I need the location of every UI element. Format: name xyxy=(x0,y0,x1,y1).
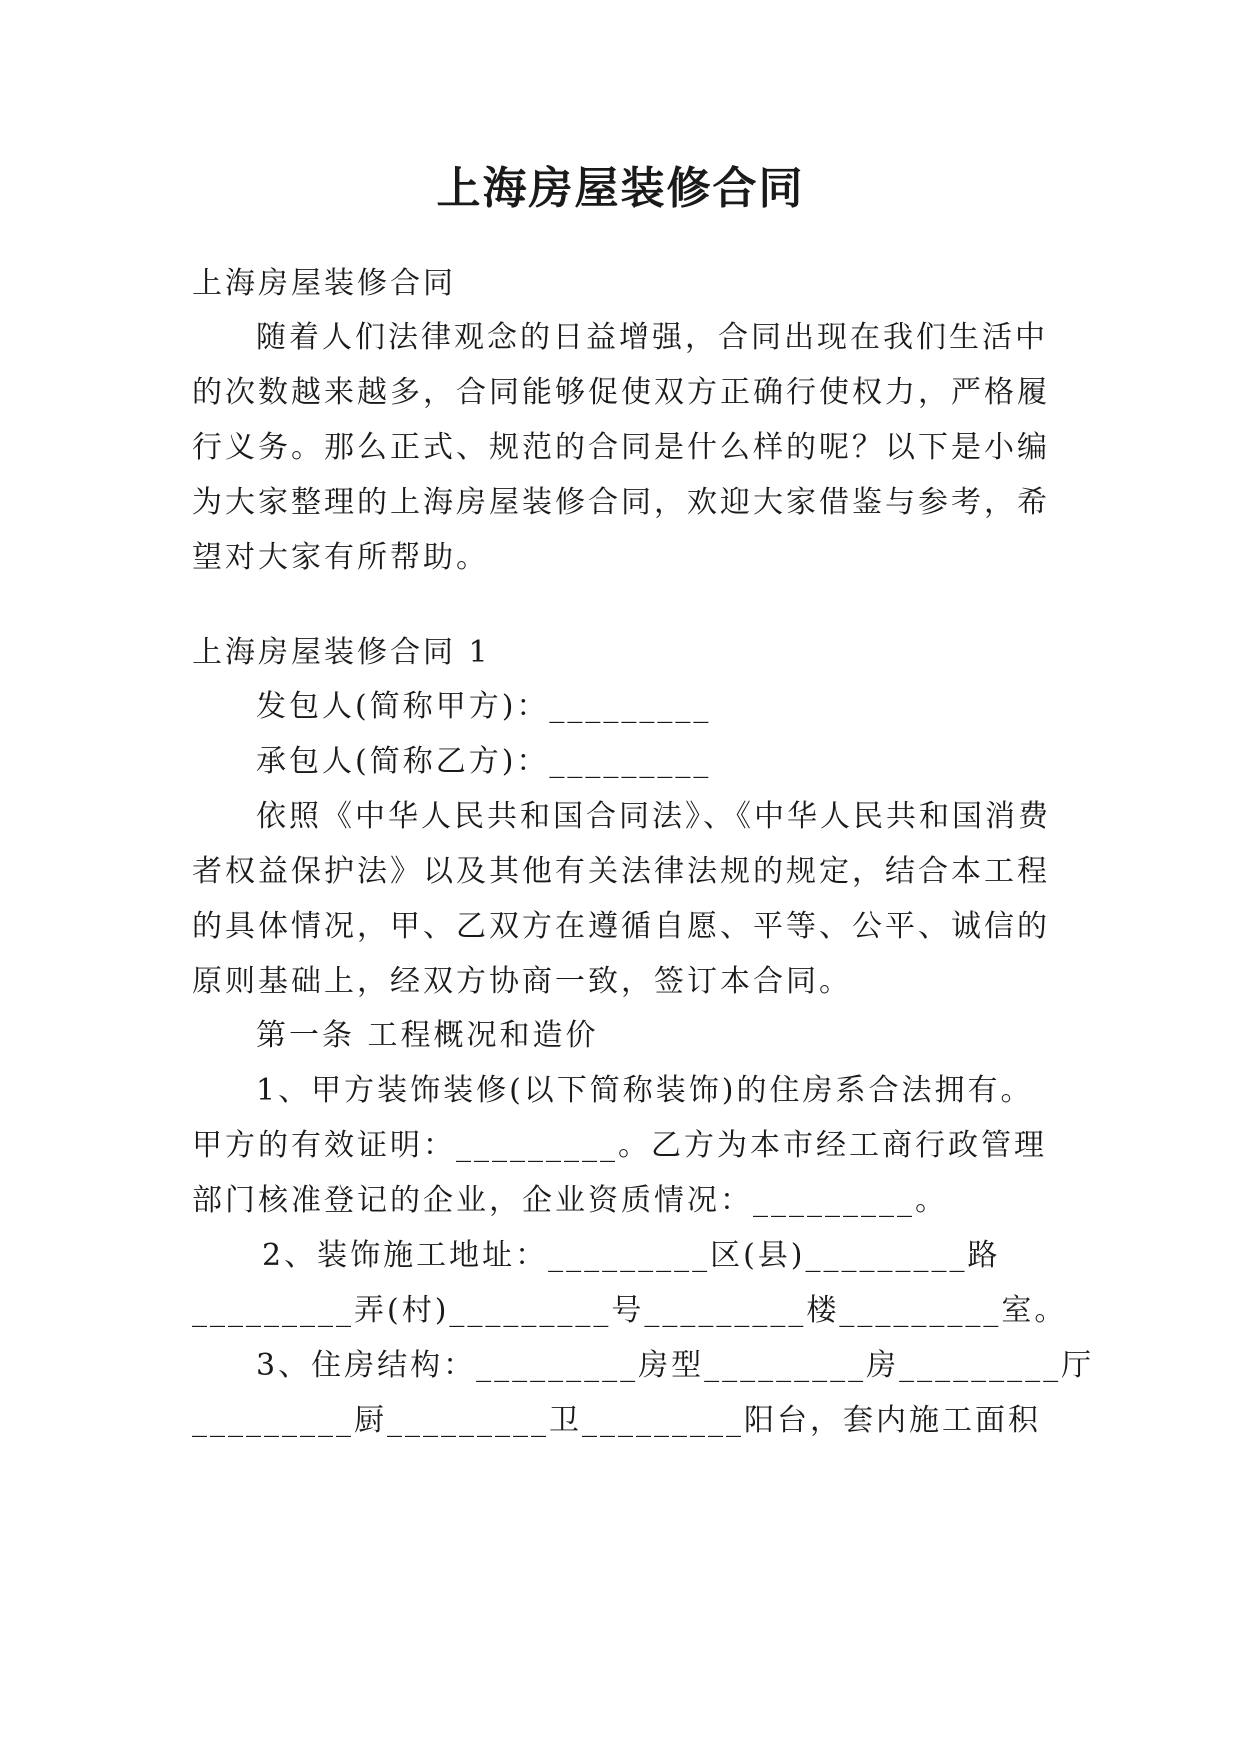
intro-line-3: 行义务。那么正式、规范的合同是什么样的呢？以下是小编 xyxy=(192,430,1050,465)
clause-1-line-2: 甲方的有效证明：_________。乙方为本市经工商行政管理 xyxy=(192,1128,1047,1163)
clause-1-line-1: 1、甲方装饰装修(以下简称装饰)的住房系合法拥有。 xyxy=(256,1073,1034,1108)
basis-line-3: 的具体情况，甲、乙双方在遵循自愿、平等、公平、诚信的 xyxy=(192,909,1050,944)
contract-heading: 上海房屋装修合同 1 xyxy=(192,635,491,670)
article-1-heading: 第一条 工程概况和造价 xyxy=(256,1018,599,1053)
party-b-line: 承包人(简称乙方)：_________ xyxy=(256,744,712,779)
basis-line-1: 依照《中华人民共和国合同法》、《中华人民共和国消费 xyxy=(256,799,1051,834)
party-a-line: 发包人(简称甲方)：_________ xyxy=(256,689,712,724)
basis-line-2: 者权益保护法》以及其他有关法律法规的规定，结合本工程 xyxy=(192,854,1050,889)
intro-line-4: 为大家整理的上海房屋装修合同，欢迎大家借鉴与参考，希 xyxy=(192,485,1050,520)
clause-2-line-2: _________弄(村)_________号_________楼_________室。 xyxy=(192,1293,1068,1328)
document-title: 上海房屋装修合同 xyxy=(436,163,805,214)
clause-3-line-1: 3、住房结构：_________房型_________房_________厅 xyxy=(256,1348,1095,1383)
section-heading: 上海房屋装修合同 xyxy=(192,266,456,301)
basis-line-4: 原则基础上，经双方协商一致，签订本合同。 xyxy=(192,964,852,999)
clause-2-line-1: 2、装饰施工地址：_________区(县)_________路 xyxy=(262,1238,1001,1273)
clause-3-line-2: _________厨_________卫_________阳台，套内施工面积 xyxy=(192,1403,1041,1438)
intro-line-1: 随着人们法律观念的日益增强，合同出现在我们生活中 xyxy=(256,320,1048,355)
clause-1-line-3: 部门核准登记的企业，企业资质情况：_________。 xyxy=(192,1183,948,1218)
intro-line-5: 望对大家有所帮助。 xyxy=(192,540,489,575)
intro-line-2: 的次数越来越多，合同能够促使双方正确行使权力，严格履 xyxy=(192,375,1050,410)
